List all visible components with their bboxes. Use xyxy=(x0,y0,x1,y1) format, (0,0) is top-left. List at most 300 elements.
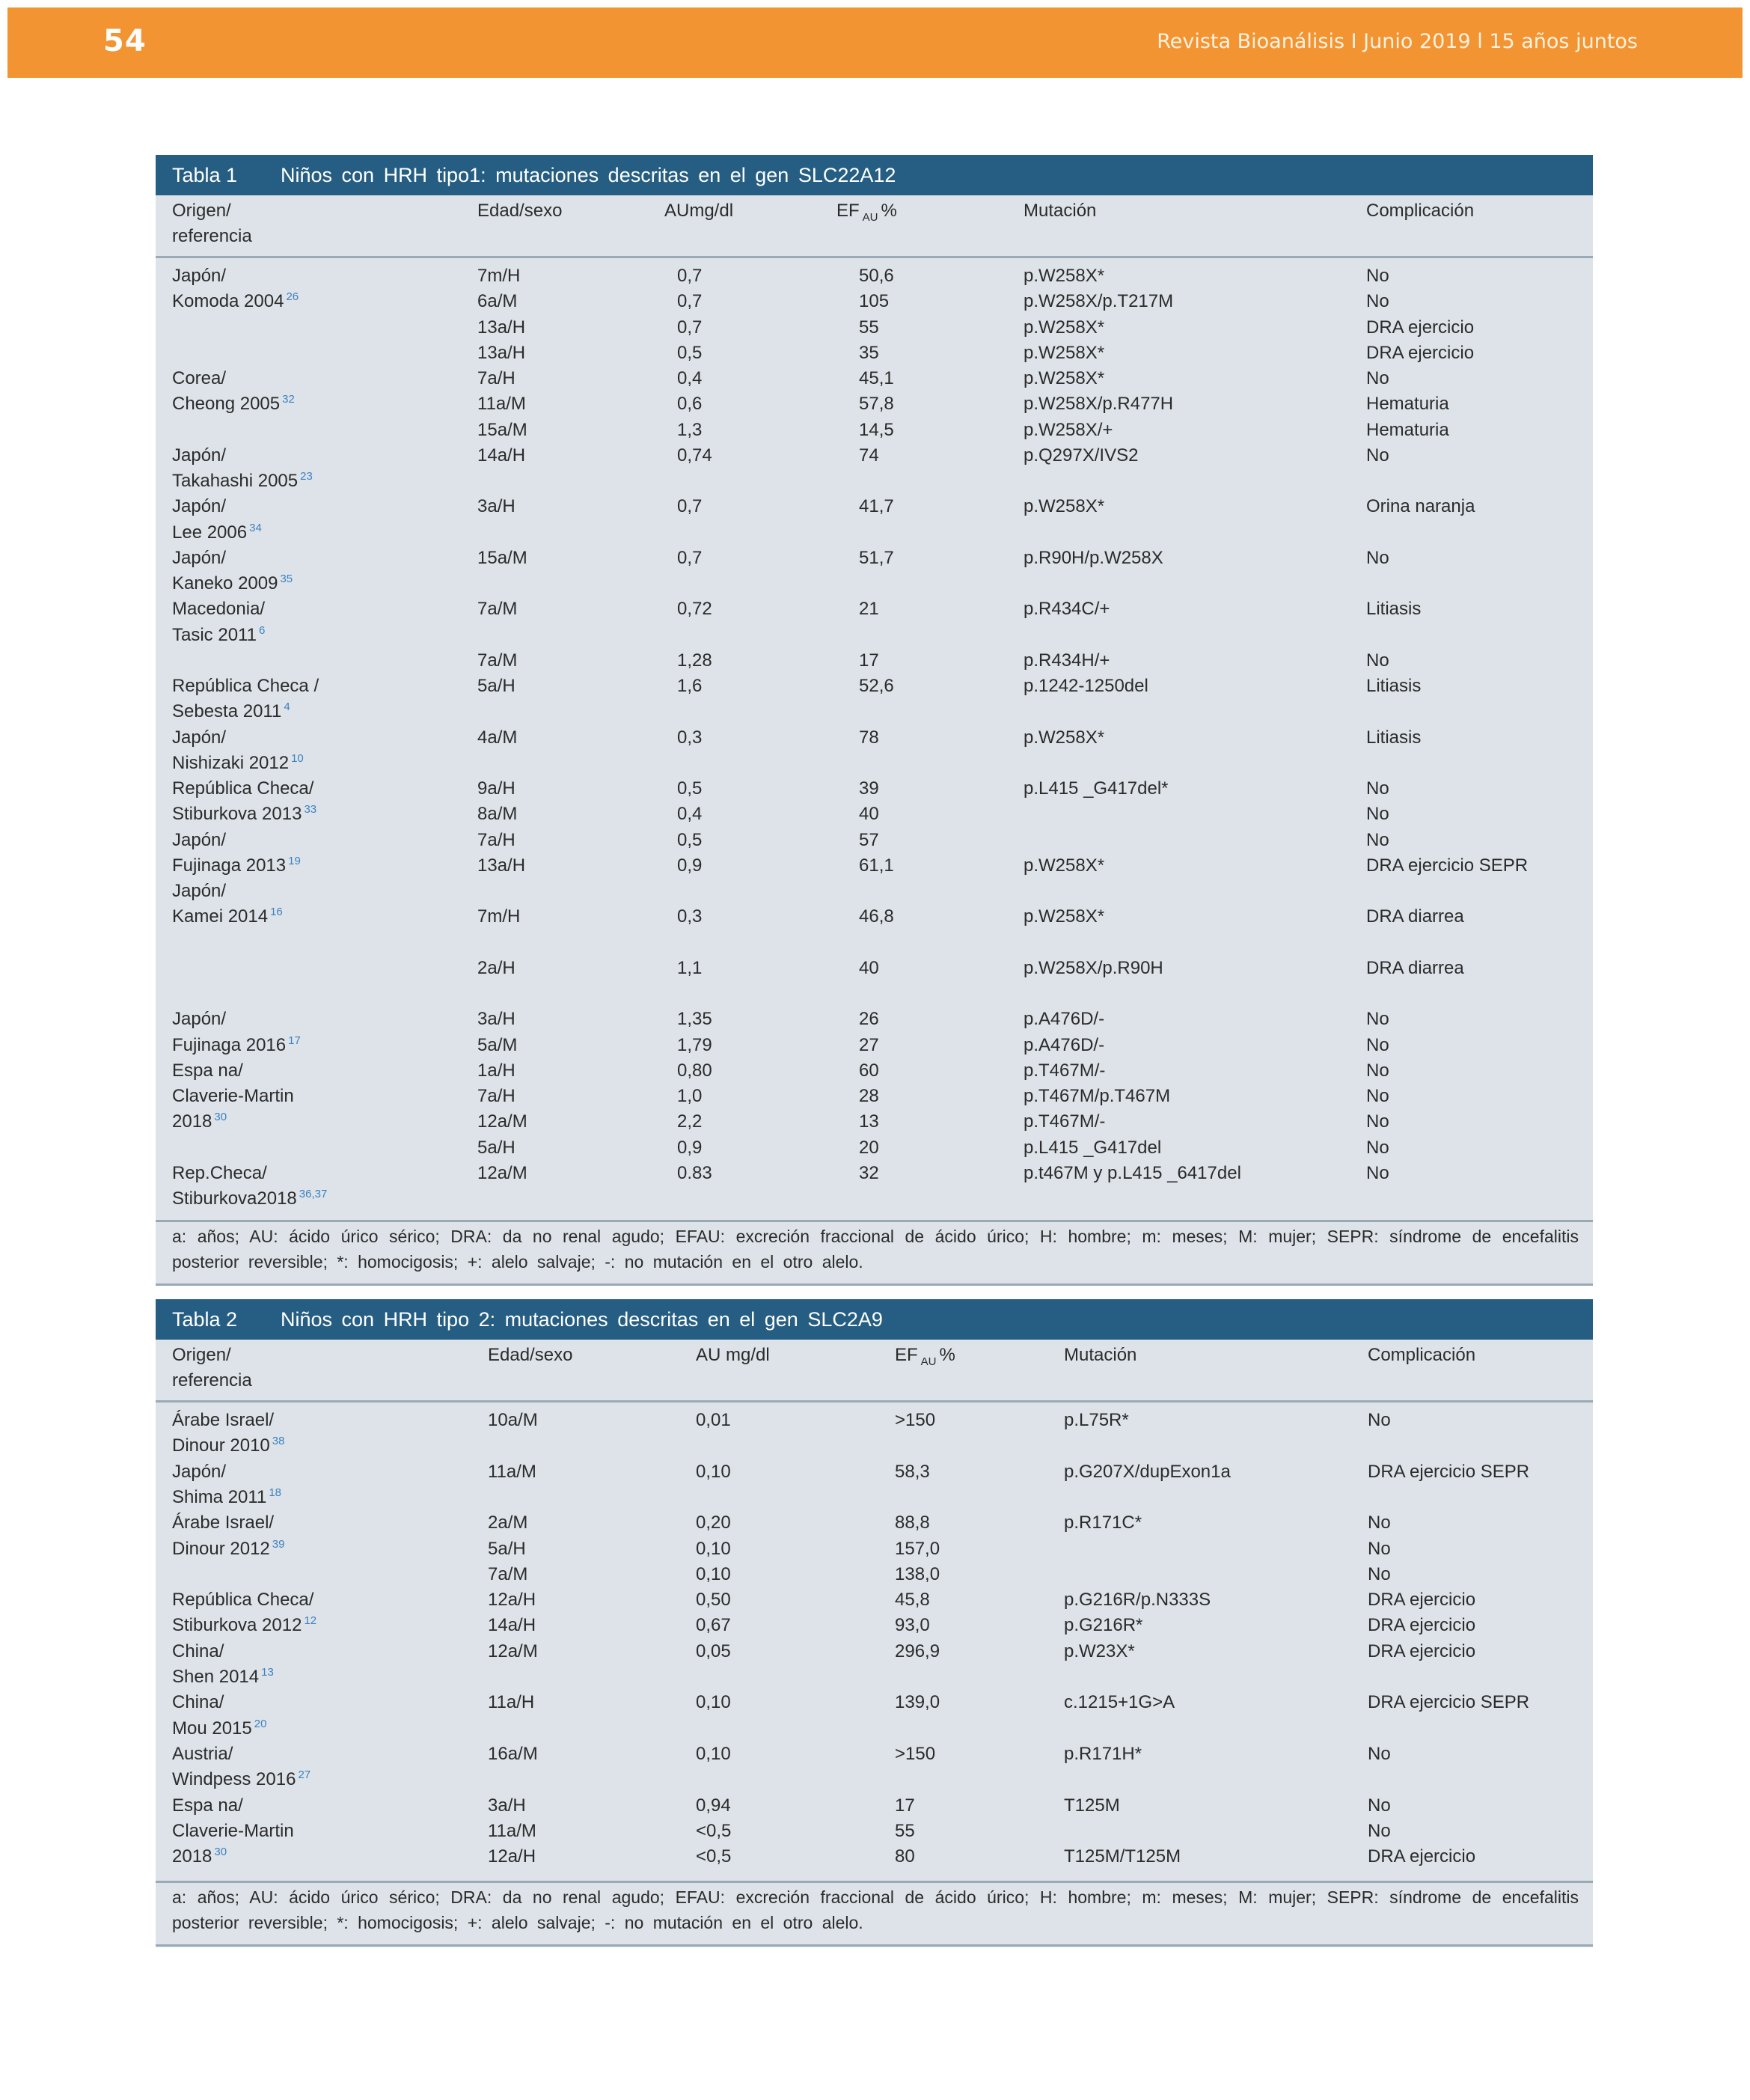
cell-age: 13a/H xyxy=(477,317,526,338)
cell-age: 12a/M xyxy=(477,1162,527,1183)
cell-comp: No xyxy=(1368,1410,1391,1430)
origin-text: Stiburkova 2012 xyxy=(172,1615,302,1636)
cell-au: 0,50 xyxy=(696,1590,731,1611)
cell-ef: 60 xyxy=(859,1060,879,1081)
cell-mut: p.L415 _G417del* xyxy=(1024,778,1169,799)
origin-text: Shen 2014 xyxy=(172,1667,260,1687)
origin-reference xyxy=(172,1819,294,1844)
cell-mut: c.1215+1G>A xyxy=(1064,1692,1175,1713)
cell-mut: p.G216R* xyxy=(1064,1615,1143,1636)
origin-text: Dinour 2012 xyxy=(172,1538,270,1559)
cell-ef: 27 xyxy=(859,1034,879,1055)
reference-superscript: 30 xyxy=(214,1846,227,1859)
cell-au: 0,3 xyxy=(677,906,703,927)
cell-mut: p.W258X* xyxy=(1024,496,1105,517)
cell-ef: 50,6 xyxy=(859,266,894,286)
table-title-bar xyxy=(156,155,1593,195)
origin-text: Sebesta 2011 xyxy=(172,701,282,722)
cell-comp: DRA ejercicio SEPR xyxy=(1368,1692,1530,1713)
origin-reference xyxy=(172,1664,274,1690)
cell-comp: DRA ejercicio xyxy=(1368,1846,1476,1867)
origin-reference xyxy=(172,725,226,751)
ef-subscript: AU xyxy=(862,210,878,224)
cell-comp: No xyxy=(1366,1034,1389,1055)
cell-comp: No xyxy=(1366,266,1389,286)
origin-reference xyxy=(172,289,299,314)
cell-ef: >150 xyxy=(895,1743,936,1764)
cell-au: 0,94 xyxy=(696,1795,731,1816)
cell-age: 4a/M xyxy=(477,727,518,748)
cell-age: 9a/H xyxy=(477,778,515,799)
cell-age: 11a/M xyxy=(477,394,526,415)
cell-comp: Litiasis xyxy=(1366,599,1422,620)
origin-text: Komoda 2004 xyxy=(172,291,284,312)
cell-mut: p.W258X/p.R90H xyxy=(1024,957,1163,978)
cell-au: 0,5 xyxy=(677,829,703,850)
reference-superscript: 30 xyxy=(214,1111,227,1124)
cell-age: 11a/M xyxy=(488,1461,536,1482)
col-header-origin: Origen/ xyxy=(172,1345,231,1365)
origin-text: 2018 xyxy=(172,1846,212,1867)
origin-text: Austria/ xyxy=(172,1743,233,1764)
cell-au: 0,6 xyxy=(677,394,703,415)
cell-au: 0,7 xyxy=(677,291,703,312)
origin-reference xyxy=(172,1690,224,1715)
origin-reference xyxy=(172,699,290,724)
cell-au: 0,10 xyxy=(696,1538,731,1559)
cell-mut: p.G207X/dupExon1a xyxy=(1064,1461,1231,1482)
cell-au: 0,9 xyxy=(677,1137,703,1158)
origin-text: Claverie-Martin xyxy=(172,1820,294,1841)
cell-comp: Hematuria xyxy=(1366,394,1449,415)
origin-reference xyxy=(172,520,262,546)
cell-mut: p.L415 _G417del xyxy=(1024,1137,1162,1158)
col-header-age: Edad/sexo xyxy=(477,201,563,221)
table-title-bar xyxy=(156,1299,1593,1340)
header-divider xyxy=(156,1400,1593,1402)
cell-comp: No xyxy=(1366,1137,1389,1158)
cell-au: 0,4 xyxy=(677,368,703,388)
cell-mut: p.W258X* xyxy=(1024,906,1105,927)
cell-age: 2a/M xyxy=(488,1513,528,1533)
cell-age: 7m/H xyxy=(477,266,521,286)
origin-text: Mou 2015 xyxy=(172,1718,252,1739)
origin-text: Japón/ xyxy=(172,727,227,748)
table-footnote: a: años; AU: ácido úrico sérico; DRA: da no renal agudo; EFAU: excreción fraccional de ácido úrico; H: hombre; m: meses; M: mujer; SEPR: síndrome de encefalitis posterior reversible; *: homocigosis; +: alelo salvaje; -: no mutación en el otro alelo. xyxy=(172,1887,1579,1932)
origin-text: Árabe Israel/ xyxy=(172,1513,275,1533)
cell-ef: 46,8 xyxy=(859,906,894,927)
origin-reference xyxy=(172,1793,243,1819)
cell-age: 7a/H xyxy=(477,829,515,850)
origin-text: Macedonia/ xyxy=(172,599,266,620)
origin-reference xyxy=(172,494,226,519)
cell-ef: 17 xyxy=(895,1795,915,1816)
cell-comp: No xyxy=(1366,1060,1389,1081)
table-bottom-rule xyxy=(156,1283,1593,1286)
cell-au: 0,74 xyxy=(677,445,712,466)
cell-age: 7a/M xyxy=(477,650,518,671)
cell-comp: DRA diarrea xyxy=(1366,906,1464,927)
cell-age: 5a/H xyxy=(477,676,515,696)
cell-mut: p.W258X* xyxy=(1024,855,1105,876)
cell-mut: p.W258X/p.T217M xyxy=(1024,291,1174,312)
col-header-origin: Origen/ xyxy=(172,201,231,221)
origin-reference xyxy=(172,751,304,776)
origin-text: Fujinaga 2016 xyxy=(172,1034,287,1055)
origin-reference xyxy=(172,596,265,622)
cell-au: 0,4 xyxy=(677,804,703,825)
cell-mut: p.t467M y p.L415 _6417del xyxy=(1024,1162,1241,1183)
cell-mut: p.R434C/+ xyxy=(1024,599,1110,620)
origin-text: Japón/ xyxy=(172,266,227,286)
cell-ef: >150 xyxy=(895,1410,936,1430)
cell-comp: No xyxy=(1368,1743,1391,1764)
cell-mut: p.W258X* xyxy=(1024,727,1105,748)
origin-reference xyxy=(172,1844,227,1869)
origin-reference xyxy=(172,1433,284,1459)
cell-age: 7a/M xyxy=(488,1563,528,1584)
cell-mut: p.R171H* xyxy=(1064,1743,1142,1764)
cell-mut: p.Q297X/IVS2 xyxy=(1024,445,1139,466)
reference-superscript: 19 xyxy=(288,854,301,867)
origin-reference xyxy=(172,1767,310,1792)
reference-superscript: 36,37 xyxy=(299,1188,328,1200)
cell-au: 1,35 xyxy=(677,1009,712,1030)
origin-text: Takahashi 2005 xyxy=(172,471,299,491)
cell-mut: p.R90H/p.W258X xyxy=(1024,547,1163,568)
cell-mut: T125M xyxy=(1064,1795,1120,1816)
cell-au: 1,6 xyxy=(677,676,703,696)
cell-comp: No xyxy=(1366,1086,1389,1106)
cell-comp: Litiasis xyxy=(1366,676,1422,696)
cell-ef: 51,7 xyxy=(859,547,894,568)
cell-mut: p.R171C* xyxy=(1064,1513,1142,1533)
origin-reference xyxy=(172,263,226,289)
col-header-ef xyxy=(836,198,897,224)
origin-text: Espa na/ xyxy=(172,1060,243,1081)
col-header-mutation: Mutación xyxy=(1064,1345,1137,1365)
reference-superscript: 32 xyxy=(282,393,295,406)
col-header-complication: Complicación xyxy=(1366,201,1475,221)
origin-text: República Checa/ xyxy=(172,778,314,799)
ef-unit: % xyxy=(881,201,897,221)
cell-comp: DRA ejercicio xyxy=(1368,1640,1476,1661)
cell-ef: 14,5 xyxy=(859,419,894,440)
origin-text: Árabe Israel/ xyxy=(172,1410,275,1430)
reference-superscript: 23 xyxy=(300,470,313,483)
cell-age: 3a/H xyxy=(477,496,515,517)
cell-au: 0,10 xyxy=(696,1743,731,1764)
col-header-age: Edad/sexo xyxy=(488,1345,573,1365)
cell-au: 0,7 xyxy=(677,547,703,568)
cell-age: 12a/M xyxy=(488,1640,538,1661)
origin-reference xyxy=(172,1161,267,1186)
cell-comp: No xyxy=(1366,829,1389,850)
cell-mut: p.L75R* xyxy=(1064,1410,1129,1430)
origin-reference xyxy=(172,1639,224,1664)
cell-comp: DRA ejercicio xyxy=(1366,317,1475,338)
origin-text: Dinour 2010 xyxy=(172,1435,270,1456)
origin-reference xyxy=(172,674,319,699)
cell-comp: No xyxy=(1368,1538,1391,1559)
cell-au: 0,5 xyxy=(677,342,703,363)
journal-title: Revista Bioanálisis I Junio 2019 l 15 años juntos xyxy=(1157,30,1638,53)
cell-au: 1,3 xyxy=(677,419,703,440)
col-header-au: AU mg/dl xyxy=(696,1345,770,1365)
cell-ef: 45,1 xyxy=(859,368,894,388)
cell-age: 12a/H xyxy=(488,1846,536,1867)
cell-comp: No xyxy=(1366,368,1389,388)
cell-age: 5a/H xyxy=(488,1538,526,1559)
footnote-divider xyxy=(156,1220,1593,1222)
reference-superscript: 16 xyxy=(270,906,283,919)
cell-ef: 35 xyxy=(859,342,879,363)
ef-subscript: AU xyxy=(920,1355,937,1368)
table-title: Niños con HRH tipo1: mutaciones descritas en el gen SLC22A12 xyxy=(281,164,896,186)
origin-reference xyxy=(172,1459,226,1485)
cell-mut: p.W258X* xyxy=(1024,266,1105,286)
cell-mut: p.1242-1250del xyxy=(1024,676,1148,696)
origin-reference xyxy=(172,366,226,391)
origin-text: Kamei 2014 xyxy=(172,906,269,927)
cell-comp: No xyxy=(1366,1111,1389,1132)
reference-superscript: 38 xyxy=(272,1435,285,1448)
origin-reference xyxy=(172,1742,233,1767)
ef-label: EF xyxy=(836,201,860,221)
cell-au: 0,3 xyxy=(677,727,703,748)
reference-superscript: 4 xyxy=(284,700,290,714)
cell-ef: 296,9 xyxy=(895,1640,940,1661)
cell-ef: 105 xyxy=(859,291,890,312)
origin-text: Japón/ xyxy=(172,496,227,517)
origin-text: China/ xyxy=(172,1692,224,1713)
cell-mut: p.W258X* xyxy=(1024,368,1105,388)
origin-text: Cheong 2005 xyxy=(172,394,281,415)
col-header-mutation: Mutación xyxy=(1024,201,1097,221)
cell-comp: No xyxy=(1366,650,1389,671)
origin-reference xyxy=(172,904,283,930)
origin-text: Claverie-Martin xyxy=(172,1086,294,1106)
cell-ef: 61,1 xyxy=(859,855,894,876)
cell-comp: DRA diarrea xyxy=(1366,957,1464,978)
origin-reference xyxy=(172,1033,301,1058)
origin-reference xyxy=(172,879,226,904)
cell-au: 0,5 xyxy=(677,778,703,799)
origin-text: Stiburkova2018 xyxy=(172,1188,297,1209)
origin-text: China/ xyxy=(172,1640,224,1661)
cell-mut: p.W23X* xyxy=(1064,1640,1135,1661)
cell-comp: No xyxy=(1366,445,1389,466)
cell-au: <0,5 xyxy=(696,1846,732,1867)
cell-comp: No xyxy=(1368,1820,1391,1841)
cell-ef: 57 xyxy=(859,829,879,850)
reference-superscript: 35 xyxy=(280,573,293,585)
cell-mut: T125M/T125M xyxy=(1064,1846,1181,1867)
cell-age: 11a/H xyxy=(488,1692,535,1713)
cell-age: 14a/H xyxy=(477,445,526,466)
cell-mut: p.W258X* xyxy=(1024,317,1105,338)
origin-reference xyxy=(172,1109,227,1135)
col-header-complication: Complicación xyxy=(1368,1345,1476,1365)
cell-au: 1,0 xyxy=(677,1086,703,1106)
origin-reference xyxy=(172,1058,243,1084)
origin-text: Japón/ xyxy=(172,445,227,466)
col-header-origin-ref: referencia xyxy=(172,1370,252,1391)
cell-comp: No xyxy=(1366,804,1389,825)
origin-reference xyxy=(172,546,226,571)
cell-age: 7m/H xyxy=(477,906,521,927)
header-divider xyxy=(156,256,1593,258)
cell-ef: 32 xyxy=(859,1162,879,1183)
origin-text: Fujinaga 2013 xyxy=(172,855,287,876)
cell-comp: No xyxy=(1366,778,1389,799)
cell-ef: 55 xyxy=(895,1820,915,1841)
reference-superscript: 34 xyxy=(249,521,262,534)
reference-superscript: 20 xyxy=(254,1717,267,1730)
cell-comp: DRA ejercicio xyxy=(1368,1615,1476,1636)
origin-text: República Checa/ xyxy=(172,1590,314,1611)
cell-age: 15a/M xyxy=(477,547,527,568)
cell-ef: 39 xyxy=(859,778,879,799)
origin-text: Japón/ xyxy=(172,829,227,850)
cell-mut: p.A476D/- xyxy=(1024,1034,1105,1055)
cell-age: 10a/M xyxy=(488,1410,538,1430)
table-1 xyxy=(156,155,1593,1286)
origin-reference xyxy=(172,1536,284,1562)
cell-ef: 21 xyxy=(859,599,879,620)
cell-age: 3a/H xyxy=(477,1009,515,1030)
cell-mut: p.A476D/- xyxy=(1024,1009,1105,1030)
cell-au: 0,67 xyxy=(696,1615,731,1636)
cell-ef: 26 xyxy=(859,1009,879,1030)
cell-ef: 40 xyxy=(859,957,879,978)
origin-text: Stiburkova 2013 xyxy=(172,804,302,825)
origin-reference xyxy=(172,776,313,802)
cell-age: 7a/H xyxy=(477,368,515,388)
cell-comp: No xyxy=(1368,1563,1391,1584)
cell-ef: 20 xyxy=(859,1137,879,1158)
cell-au: 2,2 xyxy=(677,1111,703,1132)
col-header-ef xyxy=(895,1343,955,1368)
cell-mut: p.G216R/p.N333S xyxy=(1064,1590,1211,1611)
origin-text: Windpess 2016 xyxy=(172,1769,296,1790)
origin-reference xyxy=(172,1510,274,1536)
cell-au: 0,7 xyxy=(677,496,703,517)
cell-ef: 138,0 xyxy=(895,1563,940,1584)
ef-unit: % xyxy=(939,1345,955,1365)
cell-comp: Litiasis xyxy=(1366,727,1422,748)
col-header-origin-ref: referencia xyxy=(172,226,252,246)
cell-comp: DRA ejercicio SEPR xyxy=(1368,1461,1530,1482)
reference-superscript: 39 xyxy=(272,1537,285,1551)
ef-label: EF xyxy=(895,1345,918,1365)
origin-reference xyxy=(172,853,301,879)
cell-mut: p.W258X/p.R477H xyxy=(1024,394,1174,415)
cell-ef: 55 xyxy=(859,317,879,338)
cell-comp: No xyxy=(1366,547,1389,568)
cell-comp: DRA ejercicio xyxy=(1368,1590,1476,1611)
cell-mut: p.W258X/+ xyxy=(1024,419,1113,440)
cell-age: 13a/H xyxy=(477,342,526,363)
origin-text: Japón/ xyxy=(172,547,227,568)
cell-comp: No xyxy=(1366,1162,1389,1183)
cell-comp: No xyxy=(1366,1009,1389,1030)
origin-reference xyxy=(172,1408,274,1433)
cell-au: 0,01 xyxy=(696,1410,731,1430)
origin-reference xyxy=(172,1485,281,1510)
cell-age: 5a/H xyxy=(477,1137,515,1158)
cell-au: 0,20 xyxy=(696,1513,731,1533)
origin-text: Japón/ xyxy=(172,881,227,901)
cell-comp: Orina naranja xyxy=(1366,496,1475,517)
cell-age: 14a/H xyxy=(488,1615,536,1636)
cell-age: 12a/H xyxy=(488,1590,536,1611)
reference-superscript: 12 xyxy=(304,1614,317,1628)
cell-ef: 80 xyxy=(895,1846,915,1867)
origin-text: 2018 xyxy=(172,1111,212,1132)
cell-ef: 13 xyxy=(859,1111,879,1132)
cell-ef: 78 xyxy=(859,727,879,748)
cell-ef: 28 xyxy=(859,1086,879,1106)
cell-mut: p.W258X* xyxy=(1024,342,1105,363)
cell-ef: 93,0 xyxy=(895,1615,930,1636)
cell-ef: 52,6 xyxy=(859,676,894,696)
cell-age: 5a/M xyxy=(477,1034,518,1055)
cell-comp: No xyxy=(1368,1513,1391,1533)
table-label: Tabla 1 xyxy=(172,164,238,186)
cell-ef: 45,8 xyxy=(895,1590,930,1611)
cell-au: 1,79 xyxy=(677,1034,712,1055)
cell-ef: 58,3 xyxy=(895,1461,930,1482)
origin-reference xyxy=(172,828,226,853)
cell-au: 0,80 xyxy=(677,1060,712,1081)
origin-reference xyxy=(172,468,313,494)
cell-age: 6a/M xyxy=(477,291,518,312)
table-bottom-rule xyxy=(156,1944,1593,1947)
table-2 xyxy=(156,1299,1593,1947)
cell-age: 15a/M xyxy=(477,419,527,440)
cell-age: 7a/H xyxy=(477,1086,515,1106)
origin-text: Kaneko 2009 xyxy=(172,573,278,593)
footnote-divider xyxy=(156,1881,1593,1883)
cell-au: 1,28 xyxy=(677,650,712,671)
cell-age: 7a/M xyxy=(477,599,518,620)
reference-superscript: 10 xyxy=(291,751,304,765)
cell-ef: 57,8 xyxy=(859,394,894,415)
cell-au: 0,10 xyxy=(696,1461,731,1482)
cell-comp: DRA ejercicio xyxy=(1366,342,1475,363)
cell-au: 0.83 xyxy=(677,1162,712,1183)
cell-age: 2a/H xyxy=(477,957,515,978)
table-title: Niños con HRH tipo 2: mutaciones descritas en el gen SLC2A9 xyxy=(281,1308,883,1331)
origin-text: Rep.Checa/ xyxy=(172,1162,267,1183)
cell-comp: DRA ejercicio SEPR xyxy=(1366,855,1529,876)
cell-age: 13a/H xyxy=(477,855,526,876)
cell-age: 1a/H xyxy=(477,1060,515,1081)
cell-comp: Hematuria xyxy=(1366,419,1449,440)
origin-text: Shima 2011 xyxy=(172,1486,267,1507)
origin-reference xyxy=(172,1587,313,1613)
cell-au: 0,7 xyxy=(677,266,703,286)
cell-ef: 88,8 xyxy=(895,1513,930,1533)
origin-text: República Checa / xyxy=(172,676,319,696)
origin-reference xyxy=(172,1007,226,1032)
cell-au: 1,1 xyxy=(677,957,703,978)
cell-au: 0,7 xyxy=(677,317,703,338)
reference-superscript: 33 xyxy=(304,803,317,817)
origin-reference xyxy=(172,391,295,417)
origin-text: Japón/ xyxy=(172,1009,227,1030)
